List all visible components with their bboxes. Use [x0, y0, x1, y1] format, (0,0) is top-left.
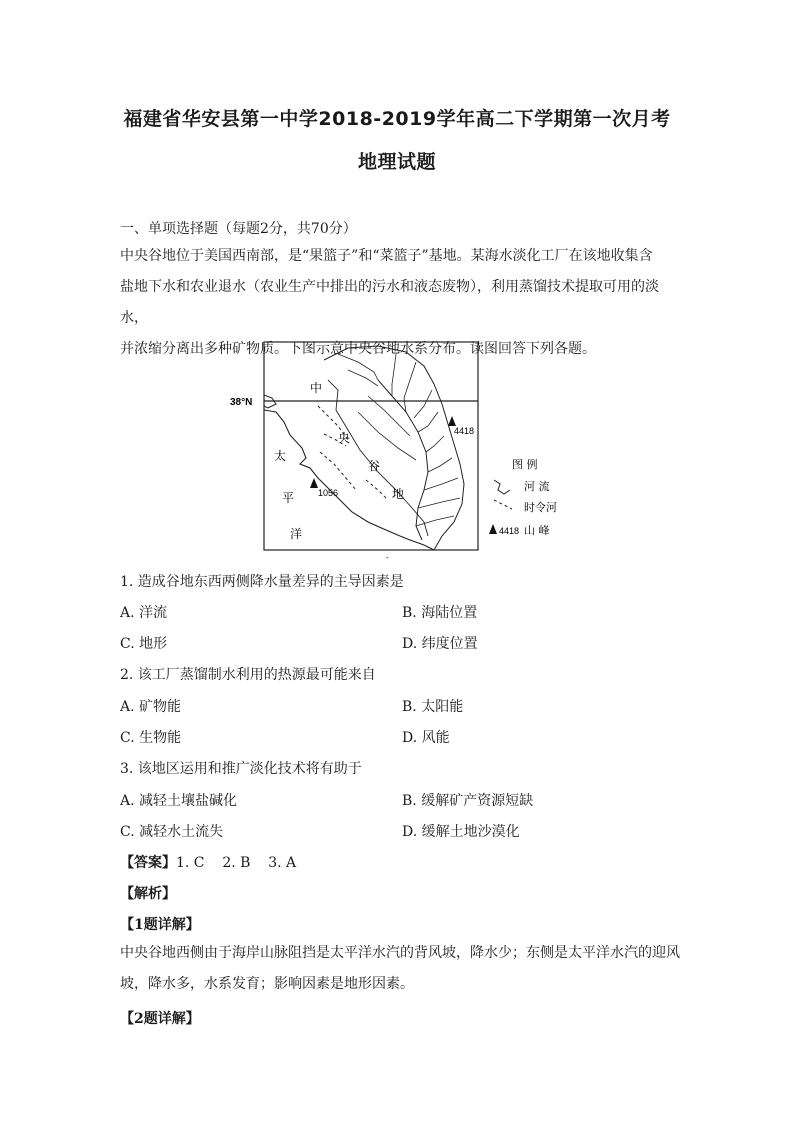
answer-label: 【答案】 — [120, 855, 176, 871]
intro-line: 并浓缩分离出多种矿物质。下图示意中央谷地水系分布。读图回答下列各题。 — [120, 341, 596, 357]
option: D. 风能 — [402, 730, 450, 746]
tributary — [418, 498, 460, 508]
ocean-char: 平 — [282, 491, 295, 505]
tributary — [424, 478, 458, 490]
option: B. 缓解矿产资源短缺 — [402, 793, 534, 809]
detail-line: 坡，降水多，水系发育；影响因素是地形因素。 — [120, 976, 414, 992]
section-heading: 一、单项选择题（每题2分，共70分） — [120, 221, 357, 237]
option: D. 纬度位置 — [402, 636, 478, 652]
tributary — [428, 458, 452, 472]
detail-line: 中央谷地西侧由于海岸山脉阻挡是太平洋水汽的背风坡，降水少；东侧是太平洋水汽的迎风 — [120, 945, 680, 961]
option: D. 缓解土地沙漠化 — [402, 824, 520, 840]
map-caption-mark: - — [386, 553, 389, 562]
peak-icon — [448, 416, 456, 426]
valley-char: 中 — [310, 381, 323, 395]
legend-peak-icon — [489, 524, 497, 534]
document-subtitle: 地理试题 — [357, 151, 436, 173]
option: A. 矿物能 — [120, 699, 182, 715]
analysis-label: 【解析】 — [120, 886, 176, 902]
tributary — [414, 390, 432, 418]
option: C. 减轻水土流失 — [120, 824, 224, 840]
option: C. 生物能 — [120, 730, 182, 746]
map-frame — [264, 342, 478, 550]
main-river — [378, 380, 428, 540]
legend-river-icon — [494, 480, 510, 494]
legend-peak-label: 山 峰 — [524, 524, 550, 537]
ocean-char: 洋 — [290, 527, 303, 541]
legend-river-label: 河 流 — [524, 480, 550, 493]
option: A. 减轻土壤盐碱化 — [120, 793, 238, 809]
question-stem: 3. 该地区运用和推广淡化技术将有助于 — [120, 761, 362, 777]
tributary — [392, 354, 396, 396]
answer-text: 1. C 2. B 3. A — [176, 855, 297, 871]
valley-outline — [324, 346, 464, 550]
seasonal-river — [366, 480, 388, 500]
question-stem: 2. 该工厂蒸馏制水利用的热源最可能来自 — [120, 667, 376, 683]
legend-seasonal-label: 时令河 — [524, 501, 557, 514]
detail-1-label: 【1题详解】 — [120, 917, 200, 933]
valley-char: 央 — [338, 431, 351, 445]
valley-char: 谷 — [368, 459, 381, 473]
peak-west-label: 1056 — [318, 488, 339, 498]
legend-peak-value: 4418 — [499, 526, 520, 536]
option: A. 洋流 — [120, 605, 168, 621]
legend-seasonal-icon — [494, 500, 512, 509]
tributary — [416, 516, 454, 526]
question-stem: 1. 造成谷地东西两侧降水量差异的主导因素是 — [120, 574, 404, 590]
detail-2-label: 【2题详解】 — [120, 1011, 200, 1027]
tributary — [338, 354, 378, 380]
answer-line — [120, 852, 296, 872]
valley-char: 地 — [392, 487, 405, 501]
ocean-char: 太 — [274, 449, 287, 463]
peak-icon — [310, 478, 318, 488]
option: B. 海陆位置 — [402, 605, 478, 621]
tributary — [368, 396, 410, 436]
tributary — [358, 412, 416, 460]
tributary — [404, 362, 416, 412]
peak-east-label: 4418 — [454, 426, 475, 436]
tributary — [426, 436, 444, 452]
central-valley-map — [228, 340, 578, 562]
document-title: 福建省华安县第一中学2018-2019学年高二下学期第一次月考 — [123, 108, 671, 130]
tributary — [348, 370, 378, 386]
tributary — [418, 412, 438, 432]
seasonal-river — [320, 452, 356, 490]
detail-1-text — [120, 938, 680, 1000]
intro-line: 中央谷地位于美国西南部，是“果篮子”和“菜篮子”基地。某海水淡化工厂在该地收集含 — [120, 248, 653, 264]
latitude-label: 38°N — [230, 397, 253, 408]
intro-line: 盐地下水和农业退水（农业生产中排出的污水和液态废物），利用蒸馏技术提取可用的淡水， — [120, 279, 659, 326]
option: C. 地形 — [120, 636, 168, 652]
option: B. 太阳能 — [402, 699, 464, 715]
legend-title: 图 例 — [512, 458, 538, 471]
